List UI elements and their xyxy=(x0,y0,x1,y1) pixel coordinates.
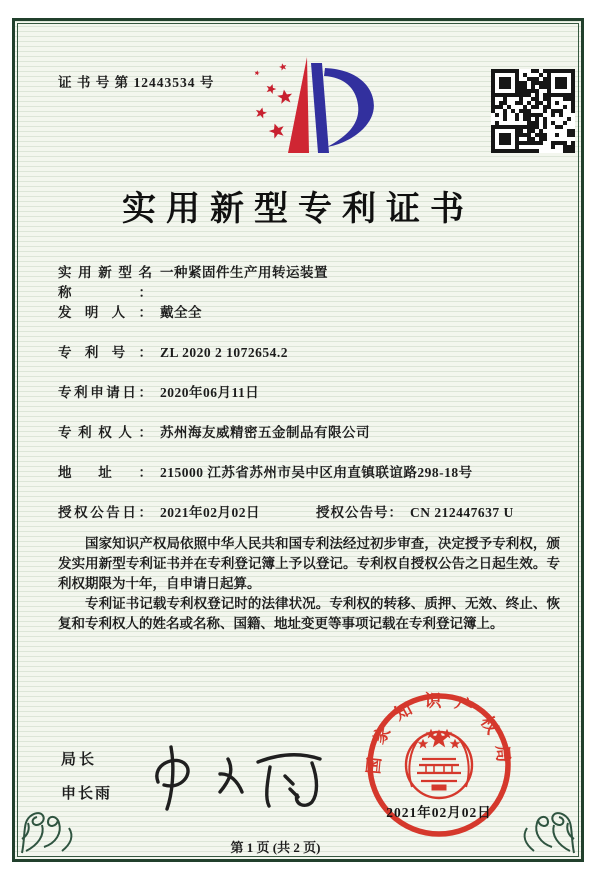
certificate-title: 实用新型专利证书 xyxy=(122,191,474,228)
qr-code-icon xyxy=(491,69,575,153)
field-row-address xyxy=(58,461,553,481)
seal-date: 2021年02月02日 xyxy=(386,805,492,820)
field-value: 戴全全 xyxy=(160,305,202,320)
officer-name: 申长雨 xyxy=(61,786,113,802)
cnipa-logo-icon xyxy=(231,55,387,171)
field-value: 215000 江苏省苏州市吴中区甪直镇联谊路298-18号 xyxy=(160,465,473,480)
field-label: 地址： xyxy=(58,465,152,480)
field-row-patentee xyxy=(58,421,553,441)
certificate-sheet xyxy=(12,18,584,862)
field-value: 2020年06月11日 xyxy=(160,385,260,400)
legal-paragraph-1: 国家知识产权局依照中华人民共和国专利法经过初步审查，决定授予专利权，颁发实用新型专利证书并在专利登记簿上予以登记。专利权自授权公告之日起生效。专利权期限为十年，自申请日起算。 xyxy=(58,536,560,591)
field-row-inventor xyxy=(58,301,553,321)
page-number: 第 1 页 (共 2 页) xyxy=(230,840,321,855)
legal-text xyxy=(58,534,560,634)
field-label: 授权公告日： xyxy=(58,505,152,520)
corner-flourish-icon xyxy=(18,789,80,855)
field-label: 发明人： xyxy=(58,305,152,320)
field-label: 实用新型名称： xyxy=(58,265,152,300)
field-row-name xyxy=(58,261,553,301)
field-value: CN 212447637 U xyxy=(410,505,514,520)
field-label: 专利号： xyxy=(58,345,152,360)
field-value: 2021年02月02日 xyxy=(160,505,260,520)
grant-date-field xyxy=(58,501,316,521)
field-value: 一种紧固件生产用转运装置 xyxy=(160,265,328,280)
field-label: 专利申请日： xyxy=(58,385,152,400)
field-value: 苏州海友威精密五金制品有限公司 xyxy=(160,425,370,440)
field-row-grant xyxy=(58,501,553,521)
legal-paragraph-2: 专利证书记载专利权登记时的法律状况。专利权的转移、质押、无效、终止、恢复和专利权人的姓名或名称、国籍、地址变更等事项记载在专利登记簿上。 xyxy=(58,596,560,631)
officer-title: 局长 xyxy=(61,752,98,768)
grant-no-field xyxy=(316,501,514,521)
field-value: ZL 2020 2 1072654.2 xyxy=(160,345,289,360)
director-signature-icon xyxy=(141,735,341,817)
seal-ring-text: 国家知识产权局 xyxy=(363,691,515,776)
field-row-patent-no xyxy=(58,341,553,361)
field-row-filing-date xyxy=(58,381,553,401)
field-label: 专利权人： xyxy=(58,425,152,440)
field-label: 授权公告号： xyxy=(316,505,402,520)
certificate-number: 证 书 号 第 12443534 号 xyxy=(58,75,215,90)
corner-flourish-icon xyxy=(516,789,578,855)
